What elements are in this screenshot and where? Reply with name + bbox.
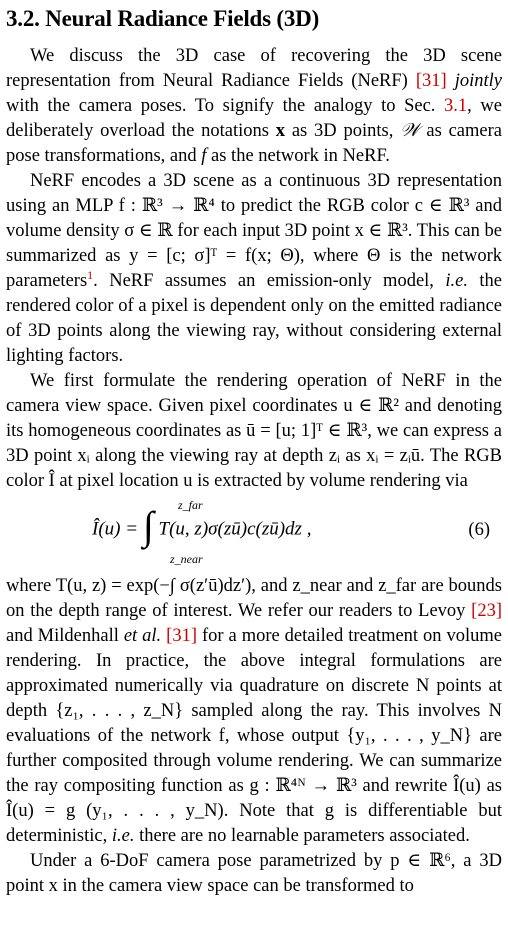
paragraph-text: as 3D points, [285, 121, 401, 141]
paragraph-intro [6, 44, 502, 169]
paragraph-text: , we deliberately overload the notations [6, 96, 502, 141]
paragraph-text: there are no learnable parameters associated. [134, 826, 470, 846]
paragraph-text: Under a 6-DoF camera pose parametrized by p ∈ ℝ⁶, a 3D point x in the camera view space can be transformed to [6, 851, 502, 896]
section-title: Neural Radiance Fields (3D) [45, 6, 320, 31]
math-symbol: x [275, 121, 285, 141]
paragraph-volume-rendering-detail [6, 574, 502, 849]
equation-volume-rendering [6, 500, 502, 566]
citation-link[interactable]: [31] [415, 71, 447, 91]
math-symbol: 𝒲 [400, 121, 420, 141]
paragraph-text: where T(u, z) = exp(−∫ σ(z′ū)dz′), and z_near and z_far are bounds on the depth range of interest. We refer our readers to Levoy [6, 576, 502, 621]
paragraph-rendering [6, 369, 502, 494]
paragraph-text: for a more detailed treatment on volume rendering. In practice, the above integral formulations are approximated numerically via quadrature on discrete N points at depth {z₁, . . . , z_N} sampled along the ray. This involves N evaluations of the network f, whose output {y₁, . . . , y_N} are further composited through volume rendering. We can summarize the ray compositing function as g : ℝ⁴ᴺ → ℝ³ and rewrite Î(u) as Î(u) = g (y₁, . . . , y_N). Note that g is differentiable but deterministic, [6, 626, 502, 846]
paragraph-text: . NeRF assumes an emission-only model, [93, 271, 446, 291]
emphasis-text: i.e. [111, 826, 135, 846]
math-symbol: f [201, 146, 207, 166]
equation-number: (6) [468, 520, 490, 540]
emphasis-text: jointly [454, 71, 503, 91]
paragraph-nerf-encoding [6, 169, 502, 369]
emphasis-text: i.e. [445, 271, 468, 291]
equation-lhs: Î(u) = [92, 518, 139, 540]
paragraph-text: as the network in NeRF. [206, 146, 390, 166]
paragraph-text: NeRF encodes a 3D scene as a continuous 3D representation using an MLP f : ℝ³ → ℝ⁴ to predict the RGB color c ∈ ℝ³ and volume density σ ∈ ℝ for each input 3D point x ∈ ℝ³. This can be summarized as y = [c; σ]ᵀ = f(x; Θ), where Θ is the network parameters [6, 171, 502, 291]
paragraph-camera-pose [6, 849, 502, 899]
section-number: 3.2. [6, 6, 40, 31]
footnote-link[interactable]: 1 [87, 267, 94, 282]
paragraph-text: and Mildenhall [6, 626, 124, 646]
paragraph-text: We discuss the 3D case of recovering the 3D scene representation from Neural Radiance Fields (NeRF) [6, 46, 502, 91]
paragraph-text: We first formulate the rendering operation of NeRF in the camera view space. Given pixel coordinates u ∈ ℝ² and denoting its homogeneous coordinates as ū = [u; 1]ᵀ ∈ ℝ³, we can express a 3D point xᵢ along the viewing ray at depth zᵢ as xᵢ = zᵢū. The RGB color Î at pixel location u is extracted by volume rendering via [6, 371, 502, 491]
citation-link[interactable]: [31] [166, 626, 197, 646]
citation-link[interactable]: [23] [471, 601, 502, 621]
section-heading [6, 0, 502, 34]
paragraph-text: as camera pose transformations, and [6, 121, 502, 166]
paragraph-text [447, 71, 455, 91]
paragraph-text: with the camera poses. To signify the analogy to Sec. [6, 96, 445, 116]
integral-lower-limit: z_near [170, 552, 203, 566]
integral-upper-limit: z_far [178, 498, 203, 512]
section-link[interactable]: 3.1 [444, 96, 468, 116]
paragraph-text: the rendered color of a pixel is dependent only on the emitted radiance of 3D points along the viewing ray, without considering external lighting factors. [6, 271, 502, 366]
emphasis-text: et al. [123, 626, 162, 646]
integral-sign: ∫ [142, 503, 154, 548]
equation-integrand: T(u, z)σ(zū)c(zū)dz , [158, 518, 312, 540]
